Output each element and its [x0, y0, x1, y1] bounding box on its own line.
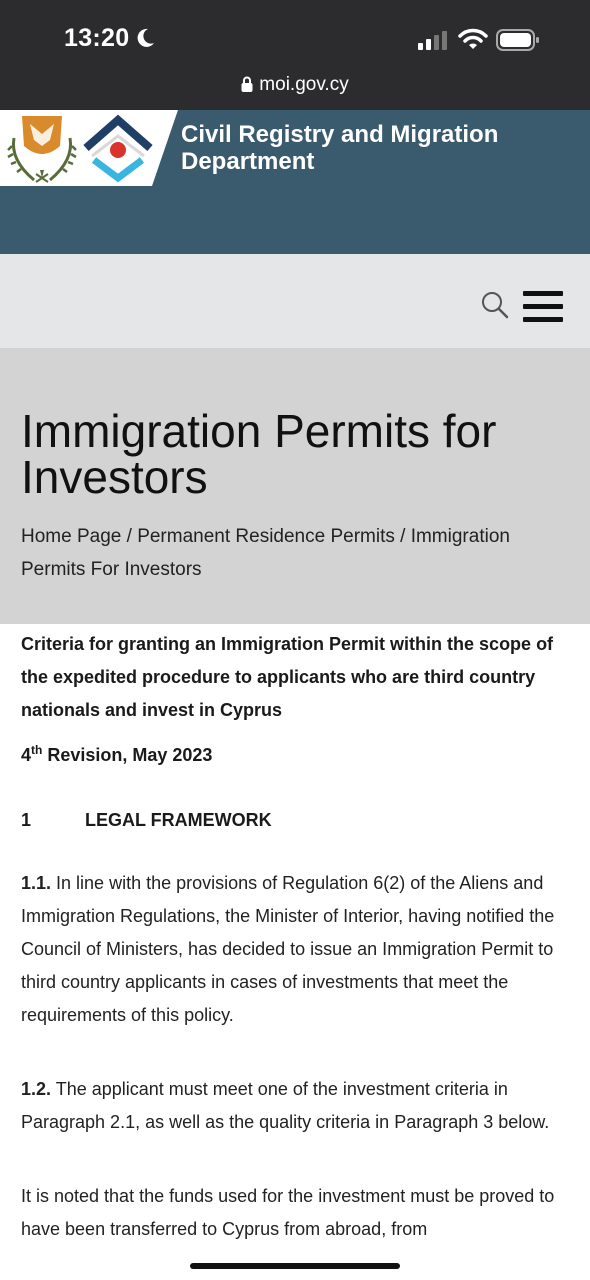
section-heading: [21, 810, 571, 831]
paragraph-number: 1.1.: [21, 873, 52, 893]
logo-panel[interactable]: [0, 110, 180, 186]
signal-icon: [418, 30, 450, 50]
article-content: [21, 628, 571, 1246]
revision-line: [21, 734, 571, 772]
section-title: LEGAL FRAMEWORK: [85, 810, 272, 830]
breadcrumb-home[interactable]: Home Page: [21, 526, 122, 547]
battery-icon: [496, 28, 540, 52]
menu-bar: [523, 304, 563, 309]
revision-suffix: th: [31, 743, 43, 757]
home-indicator[interactable]: [190, 1263, 400, 1269]
status-bar: [0, 0, 590, 110]
status-time: 13:20: [64, 24, 130, 52]
sub-navigation: [0, 254, 590, 348]
revision-text: Revision, May 2023: [42, 745, 213, 765]
menu-bar: [523, 291, 563, 296]
page-title: Immigration Permits for Investors: [21, 405, 497, 503]
menu-icon[interactable]: [523, 291, 563, 323]
breadcrumb-current: Immigration Permits For Investors: [21, 526, 510, 580]
paragraph-1-2: [21, 1073, 571, 1139]
wifi-icon: [458, 27, 488, 51]
moon-icon: [136, 27, 156, 49]
paragraph-number: 1.2.: [21, 1079, 52, 1099]
page-banner: [0, 348, 590, 624]
menu-bar: [523, 317, 563, 322]
paragraph-text: The applicant must meet one of the investment criteria in Paragraph 2.1, as well as the quality criteria in Paragraph 3 below.: [21, 1079, 550, 1132]
breadcrumb-permanent-residence[interactable]: Permanent Residence Permits: [137, 526, 395, 547]
paragraph-note: It is noted that the funds used for the investment must be proved to have been transferred to Cyprus from abroad, from: [21, 1186, 555, 1239]
breadcrumb: Home Page / Permanent Residence Permits / Immigration Permits For Investors: [21, 526, 510, 580]
paragraph-text: In line with the provisions of Regulation 6(2) of the Aliens and Immigration Regulations, the Minister of Interior, having notified the Council of Ministers, has decided to issue an Immigration Permit to third country applicants in cases of investments that meet the requirements of this policy.: [21, 873, 555, 1025]
url-text: moi.gov.cy: [259, 74, 349, 95]
lock-icon: [241, 76, 253, 92]
paragraph-1-1: [21, 867, 571, 1032]
address-bar[interactable]: [0, 74, 590, 96]
section-number: 1: [21, 810, 32, 830]
site-header: [0, 110, 590, 254]
department-title[interactable]: Civil Registry and Migration Department: [181, 121, 499, 175]
search-icon[interactable]: [480, 290, 510, 320]
intro-heading: Criteria for granting an Immigration Permit within the scope of the expedited procedure to applicants who are third country nationals and invest in Cyprus: [21, 634, 554, 720]
revision-number: 4: [21, 745, 32, 765]
